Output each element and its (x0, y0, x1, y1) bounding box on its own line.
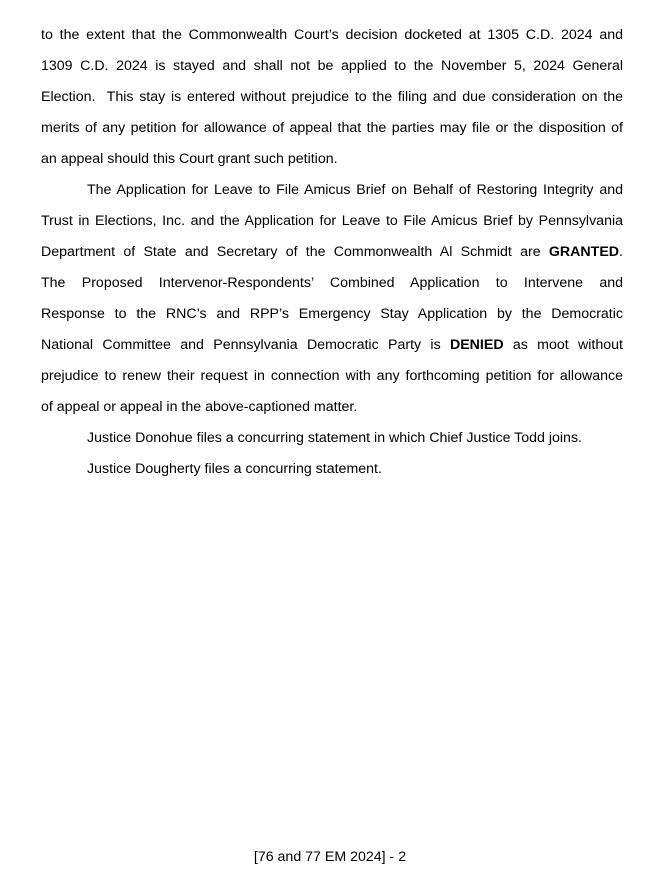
text-span: Department of State and Secretary of the Commonwealth Al Schmidt are (41, 244, 549, 260)
text-span: of appeal or appeal in the above-captioned matter. (41, 399, 358, 415)
stay-paragraph (41, 24, 623, 179)
dougherty-statement (41, 458, 623, 489)
page-footer: [76 and 77 EM 2024] - 2 (253, 849, 407, 865)
text-line (41, 272, 623, 303)
text-line (41, 86, 623, 117)
denied-emphasis: DENIED (449, 337, 504, 353)
text-span: 1309 C.D. 2024 is stayed and shall not be applied to the November 5, 2024 General (41, 58, 623, 74)
text-line (41, 303, 623, 334)
text-span: prejudice to renew their request in connection with any forthcoming petition for allowance (41, 368, 623, 384)
text-span: The Proposed Intervenor-Respondents’ Combined Application to Intervene and (41, 275, 623, 291)
text-span: Election. This stay is entered without prejudice to the filing and due consideration on the (41, 89, 623, 105)
granted-emphasis: GRANTED (548, 244, 620, 260)
text-span: merits of any petition for allowance of appeal that the parties may file or the disposition of (41, 120, 623, 136)
text-span: an appeal should this Court grant such petition. (41, 151, 338, 167)
text-span: The Application for Leave to File Amicus Brief on Behalf of Restoring Integrity and (87, 182, 623, 198)
text-line (41, 148, 623, 179)
text-span: Justice Dougherty files a concurring statement. (87, 461, 382, 477)
applications-paragraph (41, 179, 623, 427)
donohue-statement (41, 427, 623, 458)
text-line (41, 24, 623, 55)
text-line (41, 55, 623, 86)
text-span: as moot without (503, 337, 623, 353)
text-span: Trust in Elections, Inc. and the Application for Leave to File Amicus Brief by Pennsylvania (41, 213, 623, 229)
text-span: . (619, 244, 623, 260)
text-span: National Committee and Pennsylvania Democratic Party is (41, 337, 450, 353)
text-span: Response to the RNC’s and RPP’s Emergency Stay Application by the Democratic (41, 306, 623, 322)
text-span: Justice Donohue files a concurring statement in which Chief Justice Todd joins. (87, 430, 582, 446)
text-line (41, 117, 623, 148)
text-line (41, 334, 623, 365)
document-body (41, 24, 623, 489)
text-line (41, 179, 623, 210)
text-line (41, 210, 623, 241)
text-line (41, 396, 623, 427)
text-line (41, 241, 623, 272)
text-line (41, 365, 623, 396)
text-span: to the extent that the Commonwealth Court’s decision docketed at 1305 C.D. 2024 and (41, 27, 623, 43)
